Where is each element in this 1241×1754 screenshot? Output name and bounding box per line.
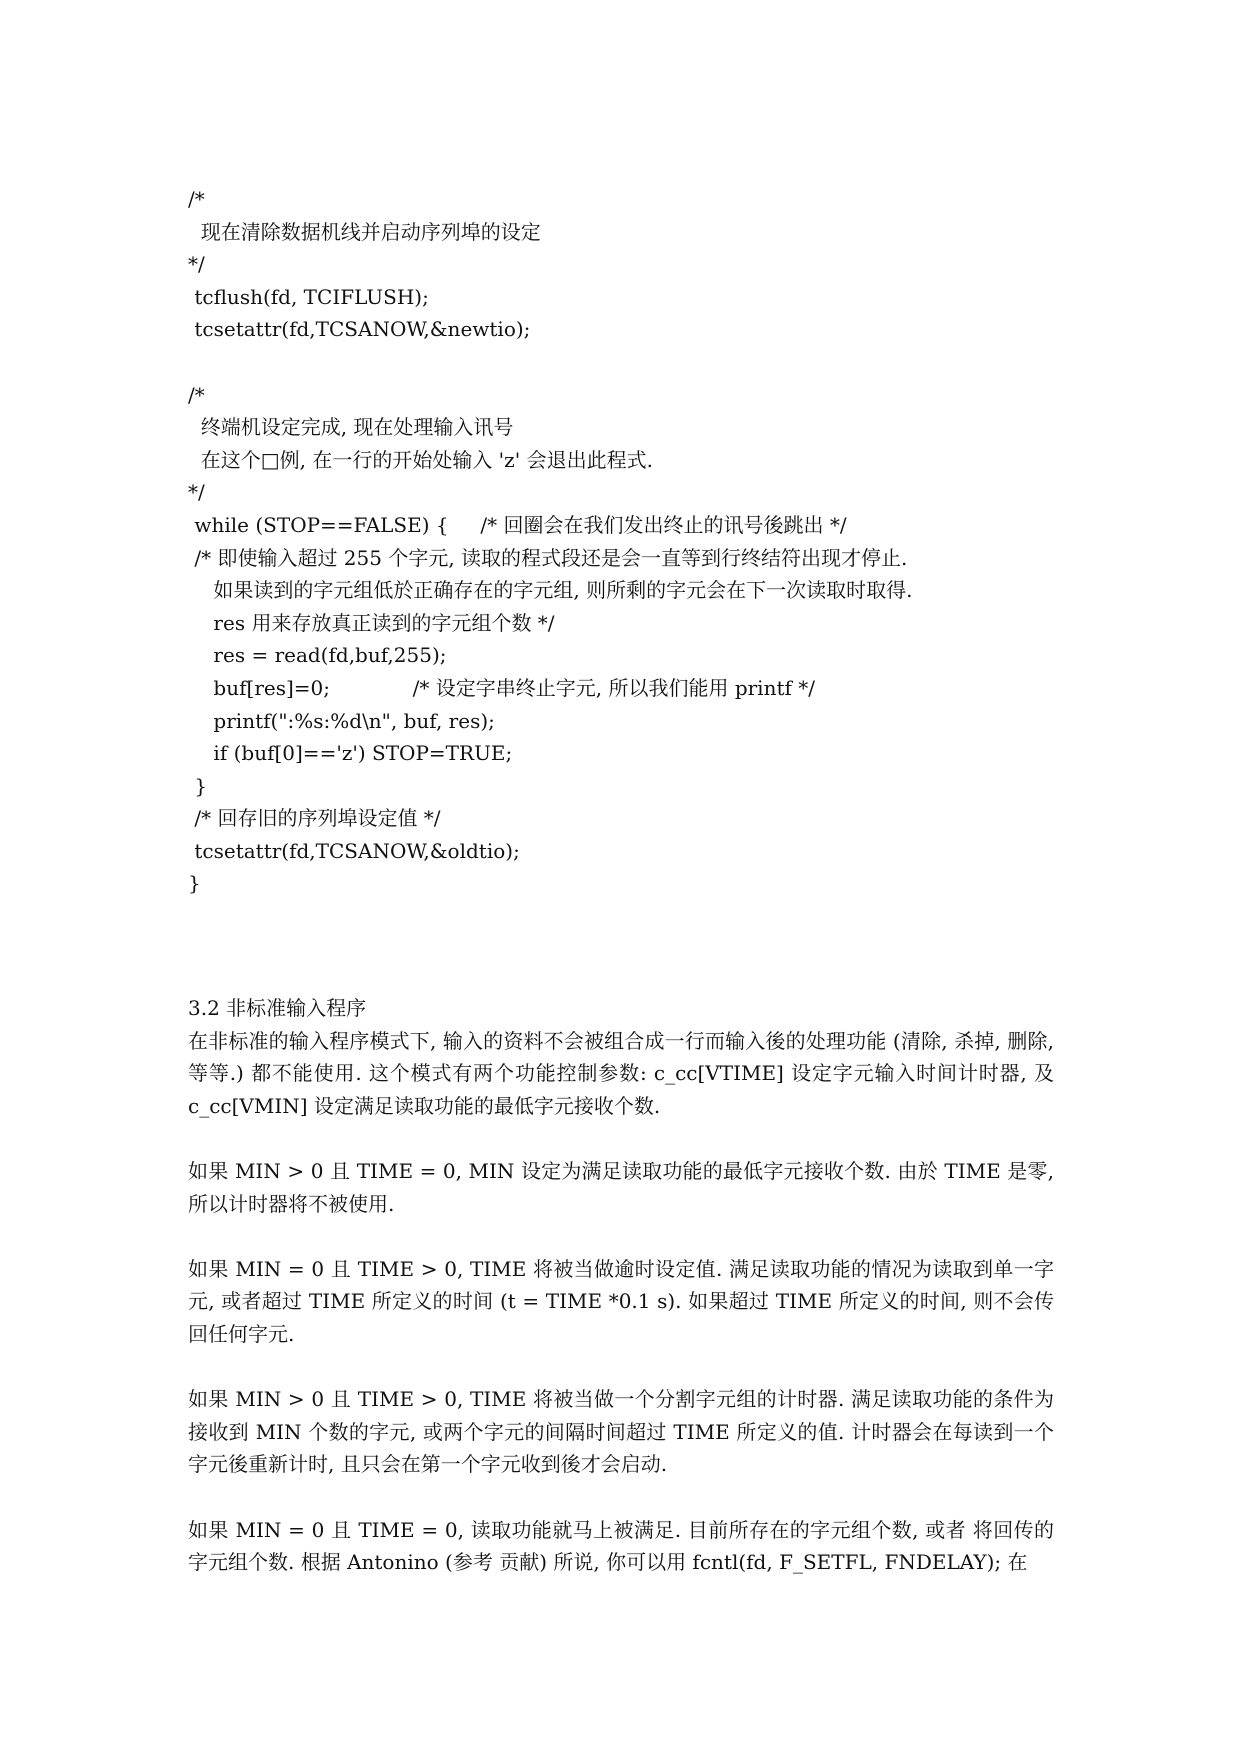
- code-line: while (STOP==FALSE) { /* 回圈会在我们发出终止的讯号後跳出 */: [188, 512, 847, 537]
- section-3-2: [188, 992, 1054, 1579]
- code-line: 如果读到的字元组低於正确存在的字元组, 则所剩的字元会在下一次读取时取得.: [188, 578, 913, 603]
- code-line: tcsetattr(fd,TCSANOW,&oldtio);: [188, 838, 520, 863]
- code-listing: [188, 183, 1068, 900]
- code-line: /*: [188, 187, 205, 211]
- paragraph-spacer: [188, 1122, 1054, 1155]
- code-line: buf[res]=0; /* 设定字串终止字元, 所以我们能用 printf */: [188, 675, 815, 700]
- code-line: /* 回存旧的序列埠设定值 */: [188, 806, 441, 831]
- section-title: 3.2 非标准输入程序: [188, 996, 367, 1020]
- paragraph: 如果 MIN = 0 且 TIME > 0, TIME 将被当做逾时设定值. 满足读取功能的情况为读取到单一字元, 或者超过 TIME 所定义的时间 (t = TIME *0.1 s). 如果超过 TIME 所定义的时间, 则不会传回任何字元.: [188, 1256, 1054, 1346]
- code-line: }: [188, 773, 208, 798]
- code-line: 在这个□例, 在一行的开始处输入 'z' 会退出此程式.: [188, 447, 653, 472]
- code-line: tcsetattr(fd,TCSANOW,&newtio);: [188, 317, 531, 342]
- code-line: */: [188, 252, 205, 277]
- code-line: /* 即使输入超过 255 个字元, 读取的程式段还是会一直等到行终结符出现才停止.: [188, 545, 908, 570]
- paragraph: 如果 MIN > 0 且 TIME > 0, TIME 将被当做一个分割字元组的计时器. 满足读取功能的条件为 接收到 MIN 个数的字元, 或两个字元的间隔时间超过 TIME 所定义的值. 计时器会在每读到一个字元後重新计时, 且只会在第一个字元收到後才会启动.: [188, 1387, 1054, 1477]
- code-line: if (buf[0]=='z') STOP=TRUE;: [188, 741, 513, 766]
- paragraph: 如果 MIN > 0 且 TIME = 0, MIN 设定为满足读取功能的最低字元接收个数. 由於 TIME 是零, 所以计时器将不被使用.: [188, 1158, 1054, 1216]
- code-line: tcflush(fd, TCIFLUSH);: [188, 284, 429, 309]
- paragraph-spacer: [188, 1220, 1054, 1253]
- code-line: res 用来存放真正读到的字元组个数 */: [188, 610, 555, 635]
- code-line: */: [188, 480, 205, 505]
- paragraph-spacer: [188, 1481, 1054, 1514]
- code-line: [188, 346, 1068, 379]
- paragraph: 在非标准的输入程序模式下, 输入的资料不会被组合成一行而输入後的处理功能 (清除, 杀掉, 删除, 等等.) 都不能使用. 这个模式有两个功能控制参数: c_cc[VTIME] 设定字元输入时间计时器, 及 c_cc[VMIN] 设定满足读取功能的最低字元接收个数.: [188, 1028, 1054, 1118]
- code-line: }: [188, 871, 201, 896]
- code-line: res = read(fd,buf,255);: [188, 643, 447, 668]
- code-line: 终端机设定完成, 现在处理输入讯号: [188, 415, 514, 440]
- paragraph: 如果 MIN = 0 且 TIME = 0, 读取功能就马上被满足. 目前所存在的字元组个数, 或者 将回传的字元组个数. 根据 Antonino (参考 贡献) 所说, 你可以用 fcntl(fd, F_SETFL, FNDELAY); 在: [188, 1517, 1054, 1575]
- code-line: 现在清除数据机线并启动序列埠的设定: [188, 219, 541, 244]
- code-line: printf(":%s:%d\n", buf, res);: [188, 708, 495, 733]
- paragraph-spacer: [188, 1351, 1054, 1384]
- code-line: /*: [188, 382, 205, 407]
